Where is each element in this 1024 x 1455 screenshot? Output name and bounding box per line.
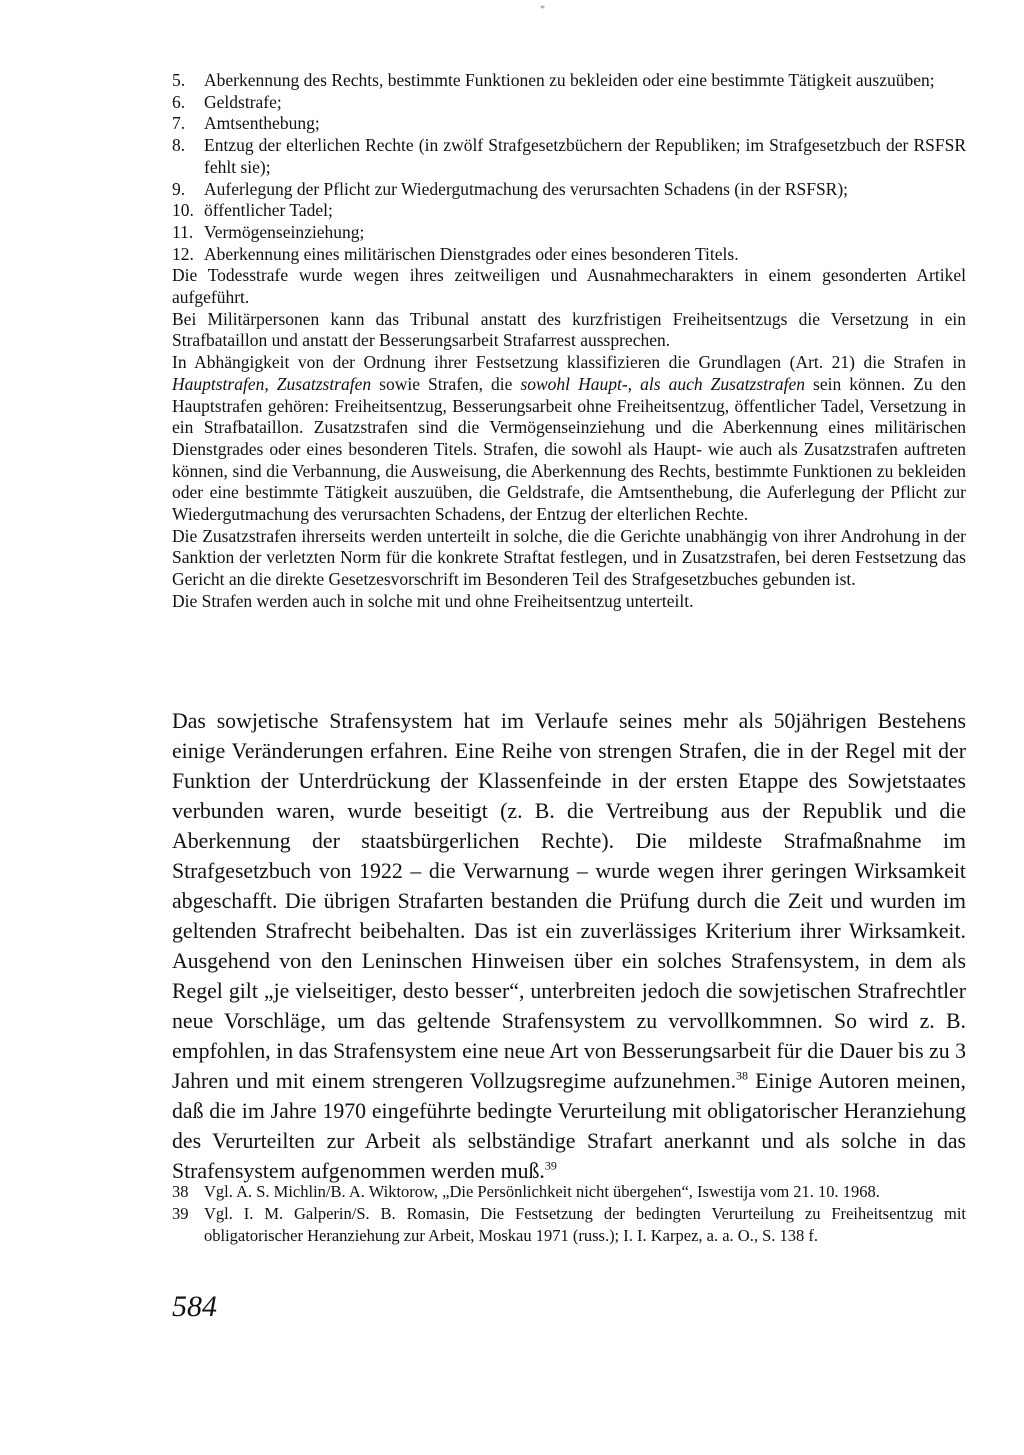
page-number: 584 [172, 1290, 217, 1323]
text-segment: In Abhängigkeit von der Ordnung ihrer Festsetzung klassifizieren die Grundlagen (Art. 21) die Strafen in [172, 352, 966, 373]
paragraph-with-without: Die Strafen werden auch in solche mit und ohne Freiheitsentzug unterteilt. [172, 590, 694, 611]
list-item [172, 244, 966, 266]
top-mark: * [540, 4, 545, 15]
list-item-text: Vermögenseinziehung; [204, 221, 365, 242]
list-item-number: 10. [172, 200, 194, 221]
text-segment: sowie Strafen, die [371, 373, 521, 394]
list-item [172, 200, 966, 222]
list-item [172, 222, 966, 244]
penalty-list-block [172, 70, 966, 613]
list-item-number: 5. [172, 70, 186, 90]
footnote-ref-39: 39 [544, 1158, 557, 1173]
footnote-text: Vgl. A. S. Michlin/B. A. Wiktorow, „Die Persönlichkeit nicht übergehen“, Iswestija vom 21. 10. 1968. [204, 1182, 880, 1201]
footnotes [172, 1181, 966, 1247]
list-item [172, 135, 966, 178]
footnote [172, 1181, 966, 1203]
text-segment: sein können. Zu den Hauptstrafen gehören: Freiheitsentzug, Besserungsarbeit ohne Freiheitsentzug, öffentlicher Tadel, Versetzung in ein Strafbataillon. Zusatzstrafen sind die Vermögenseinziehung und die Aberkennung eines militärischen Dienstgrades oder eines besonderen Titels. Strafen, die sowohl als Haupt- wie auch als Zusatzstrafen auftreten können, sind die Verbannung, die Ausweisung, die Aberkennung des Rechts, bestimmte Funktionen zu bekleiden oder eine bestimmte Tätigkeit auszuüben, die Geldstrafe, die Amtsenthebung, die Auferlegung der Pflicht zur Wiedergutmachung des verursachten Schadens, der Entzug der elterlichen Rechte. [172, 373, 966, 525]
footnote-text: Vgl. I. M. Galperin/S. B. Romasin, Die Festsetzung der bedingten Verurteilung zu Freiheitsentzug mit obligatorischer Heranziehung zur Arbeit, Moskau 1971 (russ.); I. I. Karpez, a. a. O., S. 138 f. [204, 1204, 966, 1245]
list-item [172, 70, 966, 92]
list-item-number: 8. [172, 135, 186, 156]
main-text-part-1: Das sowjetische Strafensystem hat im Verlaufe seines mehr als 50jährigen Bestehens einige Veränderungen erfahren. Eine Reihe von strengen Strafen, die in der Regel mit der Funktion der Unterdrückung der Klassenfeinde in der ersten Etappe des Sowjetstaates verbunden waren, wurde beseitigt (z. B. die Vertreibung aus der Republik und die Aberkennung der staatsbürgerlichen Rechte). Die mildeste Strafmaßnahme im Strafgesetzbuch von 1922 – die Verwarnung – wurde wegen ihrer geringen Wirksamkeit abgeschafft. Die übrigen Strafarten bestanden die Prüfung durch die Zeit und wurden im geltenden Strafrecht beibehalten. Das ist ein zuverlässiges Kriterium ihrer Wirksamkeit. Ausgehend von den Leninschen Hinweisen über ein solches Strafensystem, in dem als Regel gilt „je vielseitiger, desto besser“, unterbreiten jedoch die sowjetischen Strafrechtler neue Vorschläge, um das geltende Strafensystem zu vervollkommnen. So wird z. B. empfohlen, in das Strafensystem eine neue Art von Besserungsarbeit für die Dauer bis zu 3 Jahren und mit einem strengeren Vollzugsregime aufzunehmen. [172, 709, 966, 1093]
list-item-number: 11. [172, 221, 194, 242]
list-item-text: Aberkennung des Rechts, bestimmte Funktionen zu bekleiden oder eine bestimmte Tätigkeit auszuüben; [204, 70, 935, 90]
emphasis-both: sowohl Haupt-, als auch Zusatzstrafen [520, 373, 805, 394]
paragraph-death-penalty: Die Todesstrafe wurde wegen ihres zeitweiligen und Ausnahmecharakters in einem gesonderten Artikel aufgeführt. [172, 265, 966, 308]
list-item [172, 92, 966, 114]
main-text-part-2: Einige Autoren meinen, daß die im Jahre 1970 eingeführte bedingte Verurteilung mit obligatorischer Heranziehung des Verurteilten zur Arbeit als selbständige Strafart anerkannt und als solche in das Strafensystem aufgenommen werden muß. [172, 1069, 966, 1183]
footnote-number: 38 [172, 1182, 189, 1201]
list-item-text: Geldstrafe; [204, 91, 282, 112]
paragraph-classification [172, 352, 966, 526]
main-paragraph [172, 706, 966, 1186]
list-item-text: Aberkennung eines militärischen Dienstgrades oder eines besonderen Titels. [204, 243, 739, 264]
emphasis-main-additional: Hauptstrafen, Zusatzstrafen [172, 373, 372, 394]
paragraph-military: Bei Militärpersonen kann das Tribunal anstatt des kurzfristigen Freiheitsentzugs die Versetzung in ein Strafbataillon und anstatt der Besserungsarbeit Strafarrest aussprechen. [172, 308, 966, 351]
list-item-number: 6. [172, 91, 186, 112]
list-item [172, 113, 966, 135]
list-item-number: 12. [172, 243, 194, 264]
list-item [172, 179, 966, 201]
footnote-ref-38: 38 [736, 1068, 749, 1083]
footnote-number: 39 [172, 1204, 189, 1223]
list-item-text: Auferlegung der Pflicht zur Wiedergutmachung des verursachten Schadens (in der RSFSR); [204, 178, 849, 199]
paragraph-additional: Die Zusatzstrafen ihrerseits werden unterteilt in solche, die die Gerichte unabhängig von ihrer Androhung in der Sanktion der verletzten Norm für die konkrete Straftat festlegen, und in Zusatzstrafen, bei deren Festsetzung das Gericht an die direkte Gesetzesvorschrift im Besonderen Teil des Strafgesetzbuches gebunden ist. [172, 525, 966, 590]
list-item-text: Amtsenthebung; [204, 113, 320, 134]
list-item-number: 9. [172, 178, 186, 199]
list-item-text: öffentlicher Tadel; [204, 200, 333, 221]
penalty-list [172, 70, 966, 265]
list-item-text: Entzug der elterlichen Rechte (in zwölf Strafgesetzbüchern der Republiken; im Strafgesetzbuch der RSFSR fehlt sie); [204, 135, 966, 177]
list-item-number: 7. [172, 113, 186, 134]
footnote [172, 1203, 966, 1247]
